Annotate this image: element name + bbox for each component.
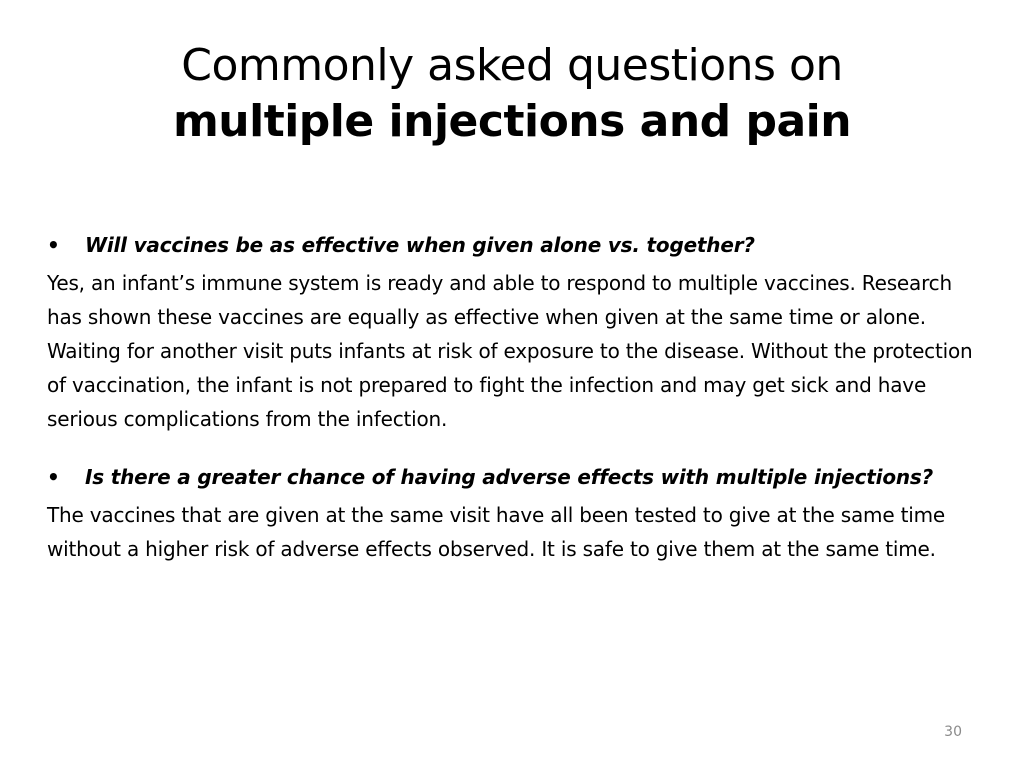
question-2-text: Is there a greater chance of having adverse effects with multiple injections? (85, 465, 934, 489)
answer-2: The vaccines that are given at the same visit have all been tested to give at the same time without a higher risk of adverse effects observed. It is safe to give them at the same time. (47, 503, 945, 561)
spacer (47, 436, 987, 460)
answer-1: Yes, an infant’s immune system is ready and able to respond to multiple vaccines. Research has shown these vaccines are equally as effective when given at the same time or alone. Waiting for another visit puts infants at risk of exposure to the disease. Without the protection of vaccination, the infant is not prepared to fight the infection and may get sick and have serious complications from the infection. (47, 271, 973, 431)
question-1-text: Will vaccines be as effective when given alone vs. together? (85, 233, 755, 257)
bullet-icon: • (47, 233, 60, 257)
slide-content (47, 228, 987, 566)
question-2 (47, 460, 987, 494)
bullet-icon: • (47, 465, 60, 489)
title-line-1: Commonly asked questions on (181, 40, 843, 91)
question-1 (47, 228, 987, 262)
slide-title (80, 38, 944, 150)
title-line-2: multiple injections and pain (172, 96, 852, 147)
page-number: 30 (944, 724, 962, 740)
